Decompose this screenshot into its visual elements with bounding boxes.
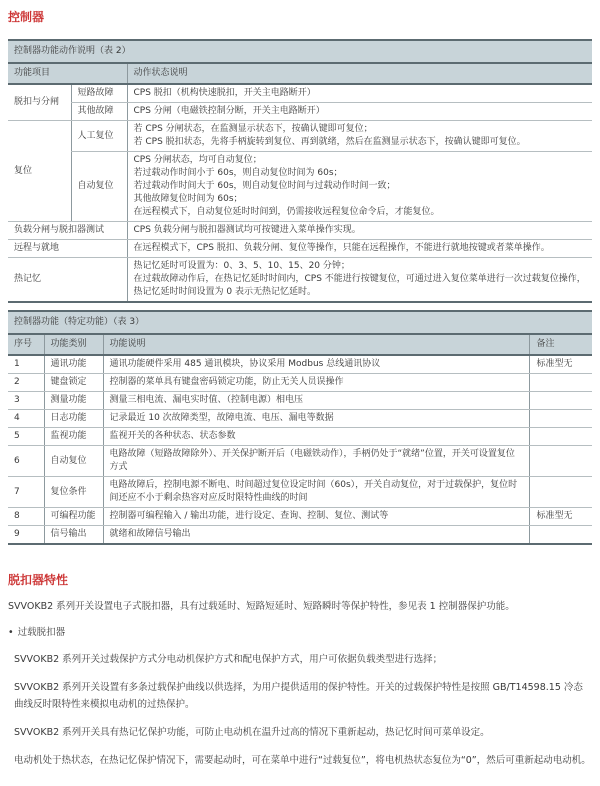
cell-label-load-test: 负载分闸与脱扣器测试 (8, 222, 127, 240)
cell-remark (530, 428, 592, 446)
cell-no: 2 (8, 374, 44, 392)
desc-line: 热记忆延时可设置为：0、3、5、10、15、20 分钟； (133, 261, 350, 271)
cell-category: 监视功能 (44, 428, 103, 446)
desc-line: 若 CPS 脱扣状态，先将手柄旋转到复位、再到就绪，然后在监测显示状态下，按确认键即可复位。 (133, 137, 526, 147)
controller-special-functions-table (8, 310, 592, 545)
cell-category: 信号输出 (44, 526, 103, 545)
desc-line: 在远程模式下，CPS 脱扣、负载分闸、复位等操作，只能在远程操作，不能进行就地按键或者菜单操作。 (133, 243, 550, 253)
table-row (8, 392, 592, 410)
bullet-item-overload-release (8, 626, 592, 640)
cell-remark (530, 446, 592, 477)
section-title-trip-characteristics: 脱扣器特性 (8, 573, 69, 587)
table-row (8, 152, 592, 222)
table-row (8, 240, 592, 258)
cell-sub-other-fault: 其他故障 (71, 103, 127, 121)
desc-line: 若过载动作时间大于 60s，则自动复位时间与过载动作时间一致； (133, 181, 396, 191)
cell-label-remote-local: 远程与就地 (8, 240, 127, 258)
table2-caption: 控制器功能动作说明（表 2） (8, 40, 592, 63)
bullet-label: 过载脱扣器 (17, 627, 66, 638)
cell-remark: 标准型无 (530, 355, 592, 374)
desc-line: 在远程模式下，自动复位延时时间到，仍需接收远程复位命令后，才能复位。 (133, 207, 440, 217)
table-row (8, 508, 592, 526)
table-row (8, 258, 592, 303)
col-header-no: 序号 (8, 334, 44, 355)
cell-desc: CPS 脱扣（机构快速脱扣，开关主电路断开） (127, 84, 592, 103)
table-caption-row (8, 311, 592, 334)
bullet-icon: • (8, 627, 14, 638)
trip-intro-paragraph: SVVOKB2 系列开关设置电子式脱扣器，具有过载延时、短路短延时、短路瞬时等保护特性，参见表 1 控制器保护功能。 (8, 601, 515, 612)
cell-category: 可编程功能 (44, 508, 103, 526)
col-header-desc: 功能说明 (103, 334, 530, 355)
cell-remark (530, 477, 592, 508)
cell-remark (530, 392, 592, 410)
cell-remark (530, 526, 592, 545)
cell-category: 日志功能 (44, 410, 103, 428)
cell-desc: CPS 分闸（电磁铁控制分断，开关主电路断开） (127, 103, 592, 121)
table-row (8, 222, 592, 240)
cell-category: 复位条件 (44, 477, 103, 508)
cell-no: 5 (8, 428, 44, 446)
cell-no: 8 (8, 508, 44, 526)
table-row (8, 526, 592, 545)
cell-category: 自动复位 (44, 446, 103, 477)
desc-line: 在过载故障动作后，在热记忆延时时间内，CPS 不能进行按键复位，可通过进入复位菜单进行一次过载复位操作，热记忆延时时间设置为 0 表示无热记忆延时。 (133, 274, 586, 297)
cell-remark (530, 374, 592, 392)
cell-no: 3 (8, 392, 44, 410)
overload-paragraph: SVVOKB2 系列开关设置有多条过载保护曲线以供选择，为用户提供适用的保护特性。开关的过载保护特性是按照 GB/T14598.15 冷态曲线反时限特性来模拟电动机的过热保护。 (14, 682, 583, 710)
table-row (8, 355, 592, 374)
cell-remark (530, 410, 592, 428)
cell-desc: 控制器可编程输入 / 输出功能，进行设定、查询、控制、复位、测试等 (103, 508, 530, 526)
table-row (8, 84, 592, 103)
cell-desc: 就绪和故障信号输出 (103, 526, 530, 545)
desc-line: CPS 分闸状态，均可自动复位； (133, 155, 262, 165)
cell-desc: 电路故障（短路故障除外）、开关保护断开后（电磁铁动作），手柄仍处于“就绪”位置，开关可设置复位方式 (103, 446, 530, 477)
cell-desc: 通讯功能硬件采用 485 通讯模块，协议采用 Modbus 总线通讯协议 (103, 355, 530, 374)
table-header-row (8, 334, 592, 355)
cell-desc (127, 121, 592, 152)
cell-desc (127, 222, 592, 240)
table3-caption: 控制器功能（特定功能）（表 3） (8, 311, 592, 334)
table-row (8, 103, 592, 121)
cell-no: 1 (8, 355, 44, 374)
cell-category: 通讯功能 (44, 355, 103, 374)
cell-desc (127, 240, 592, 258)
cell-label-thermal-memory: 热记忆 (8, 258, 127, 303)
cell-no: 4 (8, 410, 44, 428)
cell-desc: 记录最近 10 次故障类型，故障电流、电压、漏电等数据 (103, 410, 530, 428)
col-header-category: 功能类别 (44, 334, 103, 355)
overload-paragraph: SVVOKB2 系列开关过载保护方式分电动机保护方式和配电保护方式，用户可依据负载类型进行选择； (14, 654, 443, 665)
desc-line: 若过载动作时间小于 60s，则自动复位时间为 60s； (133, 168, 343, 178)
cell-category: 键盘锁定 (44, 374, 103, 392)
table-row (8, 428, 592, 446)
cell-sub-short-circuit: 短路故障 (71, 84, 127, 103)
table-header-row (8, 63, 592, 84)
cell-desc (127, 258, 592, 303)
cell-no: 7 (8, 477, 44, 508)
table-row (8, 477, 592, 508)
cell-category: 测量功能 (44, 392, 103, 410)
cell-remark: 标准型无 (530, 508, 592, 526)
col-header-function-item: 功能项目 (8, 63, 127, 84)
table-row (8, 121, 592, 152)
desc-line: 其他故障复位时间为 60s； (133, 194, 243, 204)
cell-desc: 监视开关的各种状态、状态参数 (103, 428, 530, 446)
overload-paragraph: 电动机处于热状态，在热记忆保护情况下，需要起动时，可在菜单中进行“过载复位”，将电机热状态复位为“0”，然后可重新起动电动机。 (14, 755, 591, 766)
cell-sub-manual-reset: 人工复位 (71, 121, 127, 152)
table-row (8, 374, 592, 392)
cell-desc: 电路故障后，控制电源不断电、时间超过复位设定时间（60s），开关自动复位，对于过载保护，复位时间还应不小于剩余热容对应反时限特性曲线的时间 (103, 477, 530, 508)
cell-group-reset: 复位 (8, 121, 71, 222)
col-header-action-desc: 动作状态说明 (127, 63, 592, 84)
table-row (8, 446, 592, 477)
overload-paragraph: SVVOKB2 系列开关具有热记忆保护功能，可防止电动机在温升过高的情况下重新起动，热记忆时间可菜单设定。 (14, 727, 490, 738)
cell-desc: 测量三相电流、漏电实时值、（控制电源）相电压 (103, 392, 530, 410)
cell-group-trip: 脱扣与分闸 (8, 84, 71, 121)
table-row (8, 410, 592, 428)
controller-actions-table (8, 39, 592, 303)
cell-desc: 控制器的菜单具有键盘密码锁定功能，防止无关人员误操作 (103, 374, 530, 392)
cell-no: 9 (8, 526, 44, 545)
desc-line: 若 CPS 分闸状态，在监测显示状态下，按确认键即可复位； (133, 124, 373, 134)
cell-sub-auto-reset: 自动复位 (71, 152, 127, 222)
page-title: 控制器 (8, 10, 45, 24)
table-caption-row (8, 40, 592, 63)
col-header-remark: 备注 (530, 334, 592, 355)
cell-desc (127, 152, 592, 222)
desc-line: CPS 负载分闸与脱扣器测试均可按键进入菜单操作实现。 (133, 225, 361, 235)
cell-no: 6 (8, 446, 44, 477)
